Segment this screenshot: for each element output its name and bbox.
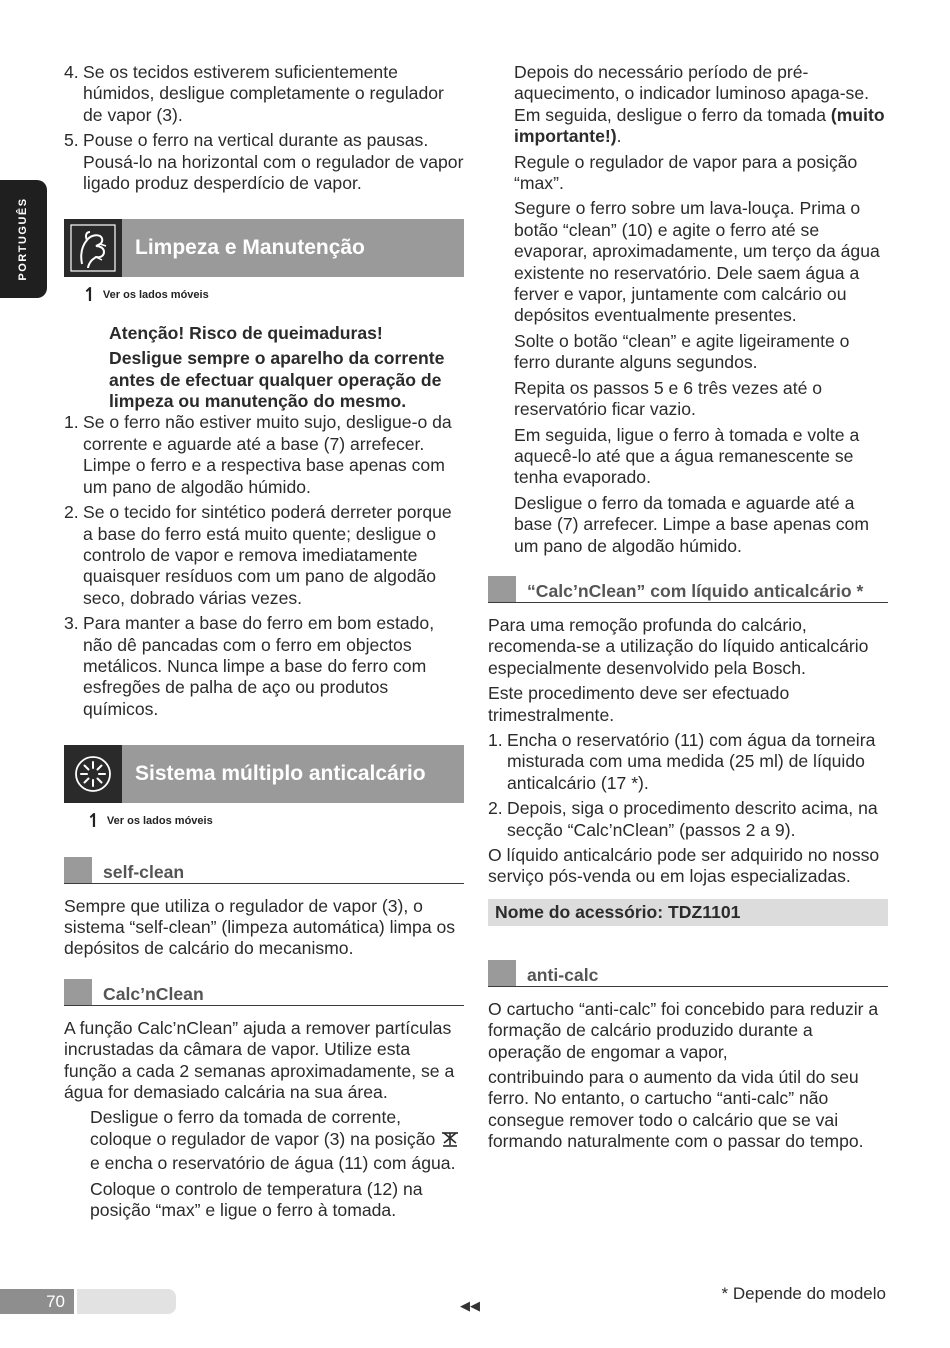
anticalc-paragraph: O cartucho “anti-calc” foi concebido para reduzir a formação de calcário produzido durante a operação de engomar a vapor, <box>488 998 879 1062</box>
anticalc-paragraph: contribuindo para o aumento da vida útil do seu ferro. No entanto, o cartucho “anti-calc” não consegue remover todo o calcário que se vai formando naturalmente com o passar do tempo. <box>488 1067 864 1152</box>
warning-title: Atenção! Risco de queimaduras! <box>109 322 383 343</box>
accessory-name: Nome do acessório: TDZ1101 <box>488 899 888 926</box>
list-number: 3. <box>64 613 79 634</box>
list-text: Encha o reservatório (11) com água da torneira misturada com uma medida (25 ml) de líquido anticalcário (17 *). <box>507 729 876 793</box>
liquid-paragraph: O líquido anticalcário pode ser adquirido no nosso serviço pós-venda ou em lojas especializadas. <box>488 845 880 887</box>
left-column <box>64 62 464 1221</box>
nav-arrows-icon: ◀◀ <box>460 1298 480 1313</box>
section-title: Sistema múltiplo anticalcário <box>135 762 426 786</box>
subsection-header-liquid <box>488 576 888 603</box>
calcnclean-step <box>64 1107 464 1174</box>
hand-cleaning-icon <box>64 219 122 277</box>
step-text: Depois do necessário período de pré-aquecimento, o indicador luminoso apaga-se. Em seguida, desligue o ferro da tomada <box>514 62 870 125</box>
list-text: Se o tecido for sintético poderá derreter porque a base do ferro está muito quente; desligue o controlo de vapor e remova imediatamente quaisquer resíduos com um pano de algodão seco, dobrado várias vezes. <box>83 502 452 608</box>
anticalc-system-icon <box>64 745 122 803</box>
language-tab <box>0 180 47 298</box>
list-number: 5. <box>64 130 79 151</box>
section-header-anticalc <box>64 745 464 803</box>
see-movable-sides <box>82 285 464 306</box>
step-text: Desligue o ferro da tomada de corrente, coloque o regulador de vapor (3) na posição <box>90 1107 441 1149</box>
subsection-header-calcnclean <box>64 979 464 1006</box>
see-sides-text: Ver os lados móveis <box>102 289 209 302</box>
step-paragraph: Em seguida, ligue o ferro à tomada e volte a aquecê-lo até que a água remanescente se tenha evaporado. <box>514 424 860 488</box>
step-paragraph: Desligue o ferro da tomada e aguarde até a base (7) arrefecer. Limpe a base apenas com um pano de algodão húmido. <box>514 492 870 556</box>
footnote: * Depende do modelo <box>721 1284 886 1303</box>
step-tail: . <box>616 126 622 147</box>
subsection-title: self-clean <box>103 861 185 882</box>
step-paragraph <box>488 62 888 148</box>
subsection-header-self-clean <box>64 857 464 884</box>
list-item <box>64 62 464 126</box>
subsection-header-anti-calc <box>488 960 888 987</box>
subsection-title: “Calc’nClean” com líquido anticalcário * <box>527 580 864 601</box>
subsection-title: anti-calc <box>527 964 599 985</box>
list-text: Se o ferro não estiver muito sujo, desligue-o da corrente e aguarde até a base (7) arrefecer. Limpe o ferro e a respectiva base apenas com um pano de algodão húmido. <box>83 412 452 497</box>
step-text: e encha o reservatório de água (11) com água. <box>90 1153 456 1174</box>
see-movable-sides <box>86 811 464 832</box>
calcnclean-step: Coloque o controlo de temperatura (12) na posição “max” e ligue o ferro à tomada. <box>90 1178 423 1221</box>
heading-marker <box>488 960 516 986</box>
list-text: Depois, siga o procedimento descrito acima, na secção “Calc’nClean” (passos 2 a 9). <box>507 798 878 840</box>
list-item <box>64 502 464 609</box>
list-number: 4. <box>64 62 79 82</box>
step-paragraph: Regule o regulador de vapor para a posição “max”. <box>514 151 858 194</box>
list-item <box>488 730 888 794</box>
list-number: 1. <box>488 729 503 750</box>
see-sides-text: Ver os lados móveis <box>106 815 213 828</box>
list-number: 1. <box>64 412 79 433</box>
list-item <box>64 613 464 720</box>
liquid-paragraph: Este procedimento deve ser efectuado trimestralmente. <box>488 683 790 725</box>
page-number-fill <box>77 1289 176 1314</box>
step-paragraph: Repita os passos 5 e 6 três vezes até o reservatório ficar vazio. <box>514 377 823 420</box>
list-number: 2. <box>64 502 79 523</box>
up-arrow-icon: ↿ <box>82 285 98 307</box>
liquid-paragraph: Para uma remoção profunda do calcário, recomenda-se a utilização do líquido anticalcário especialmente desenvolvido pela Bosch. <box>488 614 869 678</box>
list-item <box>488 798 888 841</box>
step-paragraph: Segure o ferro sobre um lava-louça. Prima o botão “clean” (10) e agite o ferro até se evaporar, aproximadamente, um terço da água existente no reservatório. Dele saem água a ferver e vapor, juntamente com calcário ou depósitos eventualmente presentes. <box>514 198 880 326</box>
section-title: Limpeza e Manutenção <box>135 236 365 260</box>
heading-marker <box>488 576 516 602</box>
heading-marker <box>64 857 92 883</box>
list-text: Pouse o ferro na vertical durante as pausas. Pousá-lo na horizontal com o regulador de vapor ligado produz desperdício de vapor. <box>83 130 464 194</box>
warning-text: Desligue sempre o aparelho da corrente antes de efectuar qualquer operação de limpeza ou manutenção do mesmo. <box>109 348 445 412</box>
heading-marker <box>64 979 92 1005</box>
list-text: Se os tecidos estiverem suficientemente húmidos, desligue completamente o regulador de vapor (3). <box>83 62 444 125</box>
section-header-cleaning <box>64 219 464 277</box>
calc-clean-symbol-icon <box>440 1130 460 1153</box>
subsection-title: Calc’nClean <box>103 983 204 1004</box>
list-text: Para manter a base do ferro em bom estado, não dê pancadas com o ferro em objectos metálicos. Nunca limpe a base do ferro com esfregões de palha de aço ou produtos químicos. <box>83 613 435 719</box>
list-number: 2. <box>488 798 503 819</box>
right-column <box>488 62 888 1153</box>
step-emphasis: (muito importante!) <box>514 104 885 147</box>
step-paragraph: Solte o botão “clean” e agite ligeiramente o ferro durante alguns segundos. <box>514 330 850 373</box>
self-clean-text: Sempre que utiliza o regulador de vapor (3), o sistema “self-clean” (limpeza automática) limpa os depósitos de calcário do mecanismo. <box>64 895 456 959</box>
page-number-bar <box>0 1289 176 1314</box>
language-tab-label: PORTUGUÊS <box>17 197 29 281</box>
list-item <box>64 130 464 194</box>
calcnclean-text: A função Calc’nClean” ajuda a remover partículas incrustadas da câmara de vapor. Utilize esta função a cada 2 semanas aproximadamente, se a água for demasiado calcária na sua área. <box>64 1017 455 1102</box>
page-number: 70 <box>0 1289 74 1314</box>
list-item <box>64 412 464 498</box>
up-arrow-icon: ↿ <box>86 810 102 832</box>
